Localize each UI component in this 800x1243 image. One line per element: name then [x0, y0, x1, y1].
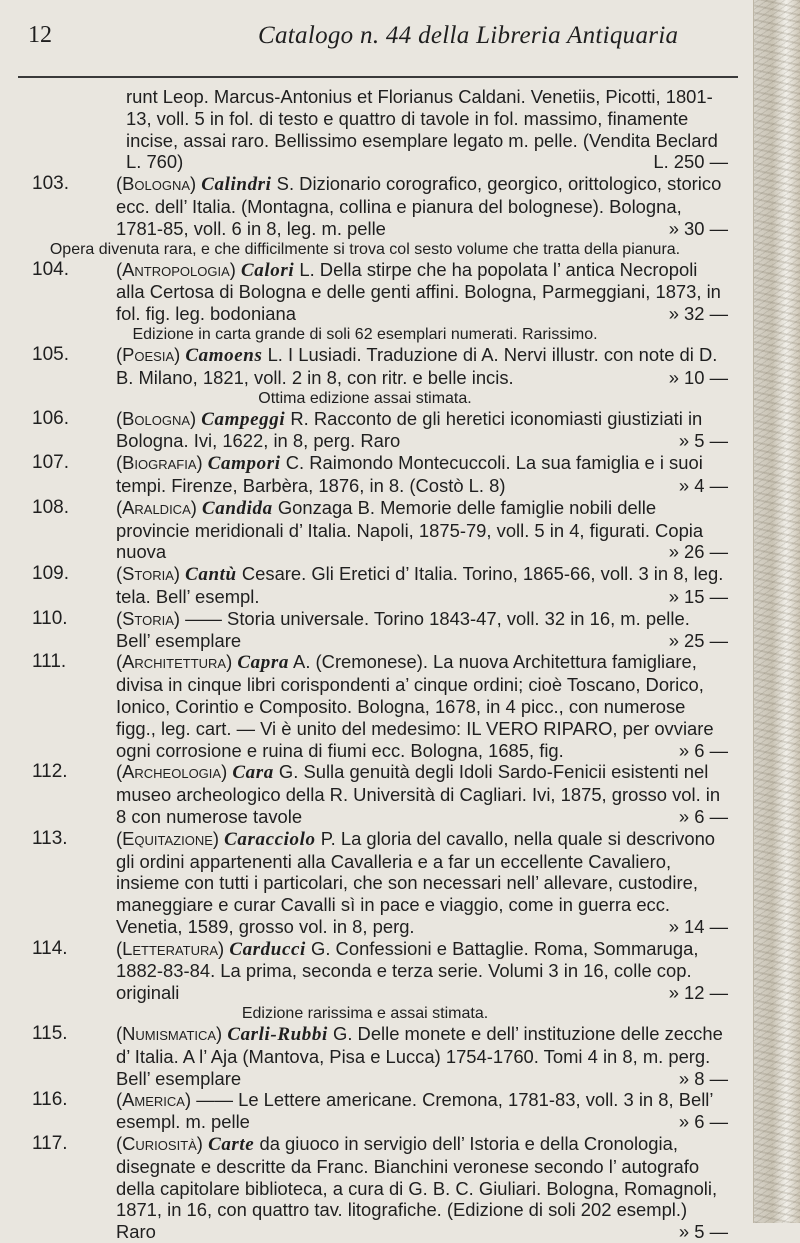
entry-price: » 4 — — [673, 475, 728, 497]
entry-price: » 14 — — [663, 916, 728, 938]
entry-price: » 5 — — [673, 430, 728, 452]
entry-category: (Architettura) — [116, 651, 233, 673]
entry-price: » 10 — — [663, 367, 728, 389]
catalog-entry — [0, 344, 760, 389]
entry-author: Carducci — [229, 938, 306, 960]
catalog-entry — [0, 651, 760, 761]
entry-author: Campori — [207, 453, 281, 475]
entry-number: 109. — [32, 563, 69, 585]
entry-text: (Antropologia) Calori L. Della stirpe che ha popolata l’ antica Necropoli alla Certosa di Bologna e delle genti affini. Bologna, Parmeggiani, 1873, in fol. fig. leg. bodoniana — [116, 258, 721, 325]
entry-number: 114. — [32, 937, 68, 959]
entry-category: (Biografia) — [116, 452, 203, 474]
header-rule — [18, 76, 738, 78]
entry-number: 104. — [32, 258, 69, 280]
entry-number: 117. — [32, 1133, 68, 1155]
entry-category: (Antropologia) — [116, 258, 236, 280]
entry-price: L. 250 — — [647, 151, 728, 173]
catalog-entry — [0, 173, 760, 239]
entry-price: » 8 — — [673, 1068, 728, 1090]
entry-text: (Storia) —— Storia universale. Torino 1843-47, voll. 32 in 16, m. pelle. Bell’ esemplare — [116, 607, 690, 651]
entry-category: (Bologna) — [116, 173, 197, 195]
entry-number: 103. — [32, 173, 69, 195]
entry-text: (Bologna) Campeggi R. Racconto de gli heretici iconomiasti giustiziati in Bologna. Ivi, 1622, in 8, perg. Raro — [116, 407, 703, 452]
entry-text: (Architettura) Capra A. (Cremonese). La nuova Architettura famigliare, divisa in cinque libri corispondenti a’ cinque ordini; cioè Toscano, Dorico, Ionico, Corintio e Composito. Bologna, 1678, in 4 picc., con numerose figg., leg. cart. — Vi è unito del medesimo: IL VERO RIPARO, per ovviare ogni corrosione e ruina di fiumi ecc. Bologna, 1685, fig. — [116, 651, 714, 761]
catalog-entry — [0, 828, 760, 938]
entry-number: 107. — [32, 452, 69, 474]
entry-number: 111. — [32, 651, 67, 673]
catalog-entries — [0, 86, 760, 1243]
entry-author: Calindri — [201, 174, 272, 196]
entry-author: Campeggi — [201, 408, 286, 430]
entry-author: Cara — [232, 762, 274, 784]
catalog-entry — [0, 408, 760, 453]
entry-category: (Letteratura) — [116, 937, 225, 959]
entry-text: (Curiosità) Carte da giuoco in servigio dell’ Istoria e della Cronologia, disegnate e descritte da Franc. Bianchini veronese secondo l’ autografo della capitolare biblioteca, a cura di G. B. C. Giuliari. Bologna, Romagnoli, 1871, in 16, con quattro tav. litografiche. (Edizione di soli 202 esempl.) Raro — [116, 1133, 718, 1243]
entry-author: Candida — [202, 497, 273, 519]
entry-text: (Equitazione) Caracciolo P. La gloria del cavallo, nella quale si descrivono gli ordini appartenenti alla Cavalleria e a far un eccellente Cavaliero, insieme con tutti i particolari, che son necessari nell’ allevare, custodire, maneggiare e curar Cavalli sì in pace e viaggio, come in guerra ecc. Venetia, 1589, grosso vol. in 8, perg. — [116, 827, 716, 937]
entry-text: (Biografia) Campori C. Raimondo Montecuccoli. La sua famiglia e i suoi tempi. Firenze, Barbèra, 1876, in 8. (Costò L. 8) — [116, 452, 703, 496]
entry-text: (Bologna) Calindri S. Dizionario corografico, georgico, orittologico, storico ecc. dell’ Italia. (Montagna, collina e pianura del bolognese). Bologna, 1781-85, voll. 6 in 8, leg. m. pelle — [116, 173, 722, 239]
entry-category: (Archeologia) — [116, 761, 228, 783]
entry-number: 116. — [32, 1089, 68, 1111]
entry-text: (Araldica) Candida Gonzaga B. Memorie delle famiglie nobili delle provincie meridionali d’ Italia. Napoli, 1875-79, voll. 5 in 4, figurati. Copia nuova — [116, 496, 704, 563]
entry-price: » 15 — — [663, 586, 728, 608]
entry-text: (Numismatica) Carli-Rubbi G. Delle monete e dell’ instituzione delle zecche d’ Italia. A l’ Aja (Mantova, Pisa e Lucca) 1754-1760. Tomi 4 in 8, m. perg. Bell’ esemplare — [116, 1023, 723, 1089]
entry-number: 105. — [32, 343, 69, 365]
catalog-entry — [0, 259, 760, 325]
entry-number: 110. — [32, 607, 68, 629]
entry-note: Ottima edizione assai stimata. — [258, 389, 472, 407]
entry-category: (Poesia) — [116, 343, 181, 365]
entry-number: 108. — [32, 496, 69, 518]
entry-price: » 6 — — [673, 1111, 728, 1133]
catalog-entry — [0, 497, 760, 563]
entry-text: runt Leop. Marcus-Antonius et Florianus Caldani. Venetiis, Picotti, 1801-13, voll. 5 in fol. di testo e quattro di tavole in fol. massimo, finamente incise, assai raro. Bellissimo esemplare legato m. pelle. (Vendita Beclard L. 760) — [126, 86, 718, 173]
entry-author: —— — [185, 607, 222, 629]
entry-text: (America) —— Le Lettere americane. Cremona, 1781-83, voll. 3 in 8, Bell’ esempl. m. pelle — [116, 1089, 713, 1133]
entry-text: (Archeologia) Cara G. Sulla genuità degli Idoli Sardo-Fenicii esistenti nel museo archeologico della R. Università di Cagliari. Ivi, 1875, grosso vol. in 8 con numerose tavole — [116, 761, 721, 827]
entry-note: Edizione rarissima e assai stimata. — [241, 1005, 489, 1023]
catalog-entry — [0, 608, 760, 652]
entry-author: Carte — [208, 1134, 255, 1156]
entry-author: Camoens — [185, 344, 263, 366]
entry-number: 113. — [32, 827, 68, 849]
page-number: 12 — [28, 22, 52, 48]
entry-price: » 12 — — [663, 982, 728, 1004]
entry-category: (Storia) — [116, 607, 181, 629]
entry-author: Caracciolo — [224, 828, 316, 850]
entry-category: (Numismatica) — [116, 1023, 223, 1045]
entry-price: » 25 — — [663, 630, 728, 652]
entry-author: Carli-Rubbi — [227, 1024, 328, 1046]
entry-note: Opera divenuta rara, e che difficilmente si trova col sesto volume che tratta della pianura. — [49, 240, 681, 258]
torn-page-edge — [753, 0, 800, 1223]
entry-number: 106. — [32, 407, 69, 429]
entry-category: (Storia) — [116, 563, 181, 585]
catalog-entry — [0, 761, 760, 827]
entry-number: 112. — [32, 761, 68, 783]
entry-author: Capra — [237, 652, 289, 674]
catalog-entry — [0, 86, 760, 173]
catalog-entry — [0, 938, 760, 1004]
entry-price: » 32 — — [663, 303, 728, 325]
entry-author: Cantù — [185, 564, 237, 586]
page-header — [0, 22, 755, 58]
entry-price: » 5 — — [673, 1221, 728, 1243]
entry-price: » 30 — — [663, 218, 728, 240]
entry-text: (Storia) Cantù Cesare. Gli Eretici d’ Italia. Torino, 1865-66, voll. 3 in 8, leg. tela. Bell’ esempl. — [116, 563, 724, 607]
catalog-entry — [0, 452, 760, 497]
entry-author: —— — [196, 1089, 233, 1111]
catalog-entry — [0, 1133, 760, 1243]
entry-price: » 6 — — [673, 806, 728, 828]
entry-category: (Araldica) — [116, 496, 197, 518]
entry-text: (Poesia) Camoens L. I Lusiadi. Traduzione di A. Nervi illustr. con note di D. B. Milano, 1821, voll. 2 in 8, con ritr. e belle incis. — [116, 343, 718, 388]
entry-price: » 26 — — [663, 541, 728, 563]
entry-author: Calori — [241, 259, 295, 281]
catalog-entry — [0, 1023, 760, 1089]
entry-category: (Curiosità) — [116, 1133, 203, 1155]
entry-note: Edizione in carta grande di soli 62 esemplari numerati. Rarissimo. — [132, 325, 598, 343]
entry-category: (Equitazione) — [116, 827, 219, 849]
entry-category: (America) — [116, 1089, 192, 1111]
catalog-entry — [0, 1089, 760, 1133]
entry-text: (Letteratura) Carducci G. Confessioni e Battaglie. Roma, Sommaruga, 1882-83-84. La prima, seconda e terza serie. Volumi 3 in 16, colle cop. originali — [116, 937, 699, 1004]
entry-price: » 6 — — [673, 740, 728, 762]
catalog-entry — [0, 563, 760, 608]
catalog-title: Catalogo n. 44 della Libreria Antiquaria — [258, 22, 679, 49]
entry-number: 115. — [32, 1023, 68, 1045]
entry-category: (Bologna) — [116, 407, 197, 429]
